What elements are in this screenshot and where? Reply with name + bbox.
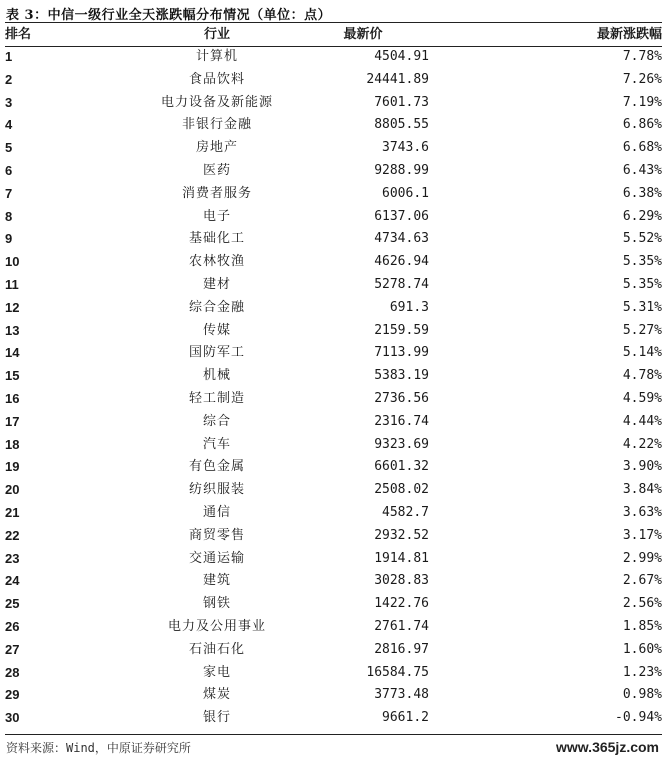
table-row	[5, 251, 662, 274]
price-cell: 16584.75	[366, 664, 429, 680]
rank-cell: 10	[5, 254, 20, 270]
price-cell: 2316.74	[374, 413, 429, 429]
industry-cell: 钢铁	[202, 596, 231, 612]
table-row	[5, 388, 662, 411]
rank-cell: 23	[5, 550, 20, 566]
header-change: 最新涨跌幅	[596, 27, 662, 42]
change-cell: 7.26%	[622, 71, 662, 87]
table-body	[5, 46, 662, 730]
industry-cell: 纺织服装	[188, 482, 245, 498]
price-cell: 24441.89	[366, 71, 429, 87]
price-cell: 6137.06	[374, 208, 429, 224]
table-row	[5, 662, 662, 685]
rank-cell: 13	[5, 322, 20, 338]
table-header-row	[5, 23, 662, 46]
table-row	[5, 206, 662, 229]
change-cell: 5.35%	[622, 254, 662, 270]
industry-table	[5, 23, 662, 730]
rank-cell: 19	[5, 459, 20, 475]
industry-cell: 交通运输	[188, 550, 245, 566]
rank-cell: 14	[5, 345, 20, 361]
rank-cell: 9	[5, 231, 13, 247]
industry-cell: 综合金融	[188, 299, 245, 315]
price-cell: 6601.32	[374, 459, 429, 475]
table-row	[5, 479, 662, 502]
price-cell: 6006.1	[382, 185, 429, 201]
change-cell: 2.99%	[622, 550, 662, 566]
table-row	[5, 570, 662, 593]
industry-cell: 轻工制造	[188, 390, 245, 406]
change-cell: 6.43%	[622, 162, 662, 178]
rank-cell: 30	[5, 710, 20, 726]
table-row	[5, 342, 662, 365]
price-cell: 2159.59	[374, 322, 429, 338]
industry-cell: 有色金属	[188, 459, 245, 475]
industry-cell: 银行	[202, 710, 231, 726]
price-cell: 3028.83	[374, 573, 429, 589]
industry-cell: 机械	[202, 368, 231, 384]
price-cell: 1914.81	[374, 550, 429, 566]
change-cell: 2.56%	[622, 596, 662, 612]
change-cell: 3.63%	[622, 504, 662, 520]
header-price: 最新价	[343, 27, 383, 42]
rank-cell: 18	[5, 436, 20, 452]
rank-cell: 29	[5, 687, 20, 703]
industry-cell: 食品饮料	[188, 71, 245, 87]
price-cell: 4626.94	[374, 254, 429, 270]
industry-cell: 综合	[202, 413, 231, 429]
price-cell: 4504.91	[374, 49, 429, 64]
table-row	[5, 183, 662, 206]
industry-cell: 农林牧渔	[188, 254, 245, 270]
price-cell: 5278.74	[374, 276, 429, 292]
change-cell: -0.94%	[615, 710, 662, 726]
industry-cell: 电力及公用事业	[167, 618, 266, 634]
industry-cell: 汽车	[202, 436, 231, 452]
price-cell: 3743.6	[382, 140, 429, 156]
price-cell: 9288.99	[374, 162, 429, 178]
change-cell: 0.98%	[622, 687, 662, 703]
price-cell: 1422.76	[374, 596, 429, 612]
change-cell: 5.35%	[622, 276, 662, 292]
industry-cell: 计算机	[195, 49, 238, 64]
price-cell: 2508.02	[374, 482, 429, 498]
industry-cell: 消费者服务	[181, 185, 252, 201]
table-row	[5, 456, 662, 479]
change-cell: 2.67%	[622, 573, 662, 589]
change-cell: 6.38%	[622, 185, 662, 201]
price-cell: 2816.97	[374, 641, 429, 657]
industry-cell: 医药	[202, 162, 231, 178]
table-row	[5, 46, 662, 69]
table-row	[5, 434, 662, 457]
rank-cell: 15	[5, 368, 20, 384]
header-industry: 行业	[203, 27, 230, 42]
rank-cell: 5	[5, 140, 13, 156]
rank-cell: 21	[5, 504, 20, 520]
industry-cell: 房地产	[195, 140, 238, 156]
rank-cell: 22	[5, 527, 20, 543]
industry-cell: 基础化工	[188, 231, 245, 247]
price-cell: 5383.19	[374, 368, 429, 384]
price-cell: 9661.2	[382, 710, 429, 726]
rank-cell: 17	[5, 413, 20, 429]
rank-cell: 24	[5, 573, 20, 589]
change-cell: 5.27%	[622, 322, 662, 338]
price-cell: 9323.69	[374, 436, 429, 452]
rank-cell: 4	[5, 117, 13, 133]
change-cell: 6.29%	[622, 208, 662, 224]
table-row	[5, 525, 662, 548]
change-cell: 3.84%	[622, 482, 662, 498]
rank-cell: 27	[5, 641, 20, 657]
table-row	[5, 593, 662, 616]
price-cell: 8805.55	[374, 117, 429, 133]
rank-cell: 25	[5, 596, 20, 612]
industry-cell: 通信	[202, 504, 231, 520]
industry-cell: 电力设备及新能源	[160, 94, 273, 110]
table-row	[5, 137, 662, 160]
rank-cell: 7	[5, 185, 13, 201]
price-cell: 691.3	[389, 299, 429, 315]
change-cell: 7.19%	[622, 94, 662, 110]
change-cell: 7.78%	[622, 49, 662, 64]
change-cell: 4.22%	[622, 436, 662, 452]
table-row	[5, 69, 662, 92]
change-cell: 3.17%	[622, 527, 662, 543]
price-cell: 2932.52	[374, 527, 429, 543]
rank-cell: 11	[5, 276, 19, 292]
table-row	[5, 548, 662, 571]
rank-cell: 2	[5, 71, 13, 87]
rank-cell: 1	[5, 49, 13, 64]
rank-cell: 3	[5, 94, 13, 110]
change-cell: 6.86%	[622, 117, 662, 133]
industry-cell: 石油石化	[188, 641, 245, 657]
change-cell: 5.31%	[622, 299, 662, 315]
table-row	[5, 616, 662, 639]
table-row	[5, 639, 662, 662]
table-row	[5, 297, 662, 320]
table-caption: 表 3：中信一级行业全天涨跌幅分布情况（单位：点）	[6, 8, 332, 23]
price-cell: 3773.48	[374, 687, 429, 703]
table-row	[5, 92, 662, 115]
change-cell: 5.14%	[622, 345, 662, 361]
table-row	[5, 320, 662, 343]
industry-cell: 家电	[202, 664, 231, 680]
price-cell: 7601.73	[374, 94, 429, 110]
header-rank: 排名	[5, 27, 32, 42]
rank-cell: 28	[5, 664, 20, 680]
industry-cell: 商贸零售	[188, 527, 245, 543]
industry-cell: 电子	[202, 208, 231, 224]
change-cell: 5.52%	[622, 231, 662, 247]
source-note: 资料来源：Wind，中原证券研究所	[6, 741, 191, 755]
industry-cell: 国防军工	[188, 345, 245, 361]
price-cell: 4582.7	[382, 504, 429, 520]
change-cell: 4.59%	[622, 390, 662, 406]
change-cell: 1.60%	[622, 641, 662, 657]
rank-cell: 26	[5, 618, 20, 634]
change-cell: 3.90%	[622, 459, 662, 475]
industry-cell: 煤炭	[202, 687, 231, 703]
rank-cell: 20	[5, 482, 20, 498]
table-row	[5, 365, 662, 388]
table-row	[5, 274, 662, 297]
rank-cell: 16	[5, 390, 20, 406]
price-cell: 2761.74	[374, 618, 429, 634]
price-cell: 7113.99	[374, 345, 429, 361]
table-row	[5, 114, 662, 137]
table-row	[5, 707, 662, 730]
table-row	[5, 411, 662, 434]
change-cell: 1.23%	[622, 664, 662, 680]
table-row	[5, 684, 662, 707]
price-cell: 4734.63	[374, 231, 429, 247]
change-cell: 4.44%	[622, 413, 662, 429]
table-row	[5, 502, 662, 525]
table-row	[5, 160, 662, 183]
change-cell: 4.78%	[622, 368, 662, 384]
industry-cell: 建筑	[202, 573, 231, 589]
rank-cell: 8	[5, 208, 13, 224]
watermark: www.365jz.com	[556, 739, 659, 755]
change-cell: 6.68%	[622, 140, 662, 156]
rank-cell: 6	[5, 162, 13, 178]
rank-cell: 12	[5, 299, 20, 315]
industry-cell: 建材	[202, 276, 231, 292]
change-cell: 1.85%	[622, 618, 662, 634]
industry-cell: 非银行金融	[181, 117, 252, 133]
industry-cell: 传媒	[202, 322, 231, 338]
table-row	[5, 228, 662, 251]
price-cell: 2736.56	[374, 390, 429, 406]
bottom-rule	[5, 734, 662, 735]
